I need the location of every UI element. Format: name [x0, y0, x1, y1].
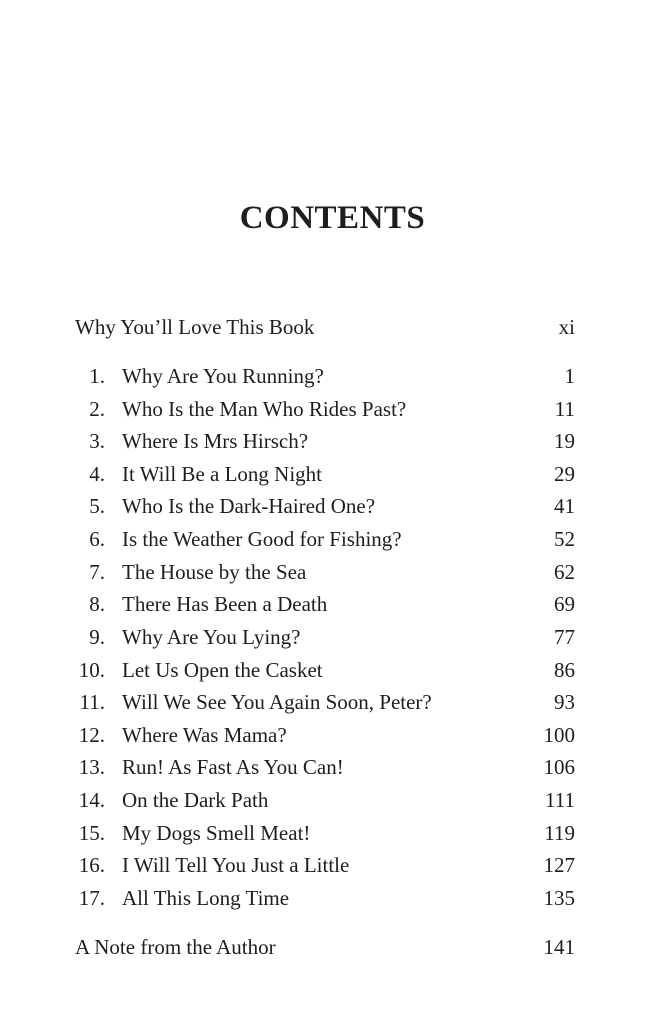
chapter-number: 16.: [78, 853, 105, 877]
toc-chapter[interactable]: [75, 394, 575, 424]
chapter-page: 106: [543, 755, 575, 779]
toc-entry-title: Why You’ll Love This Book: [75, 315, 315, 339]
chapter-page: 29: [554, 462, 575, 486]
chapter-page: 100: [543, 723, 575, 747]
chapter-page: 135: [543, 886, 575, 910]
chapter-number: 7.: [89, 560, 105, 584]
toc-chapter[interactable]: [75, 459, 575, 489]
toc-page-number: 141: [543, 935, 575, 959]
chapter-page: 19: [554, 429, 575, 453]
chapter-number: 14.: [78, 788, 105, 812]
chapter-title: Is the Weather Good for Fishing?: [122, 527, 402, 551]
toc-chapter[interactable]: [75, 785, 575, 815]
toc-chapter[interactable]: [75, 491, 575, 521]
chapter-page: 69: [554, 592, 575, 616]
toc-chapter[interactable]: [75, 687, 575, 717]
toc-entry-title: A Note from the Author: [75, 935, 276, 959]
chapter-page: 86: [554, 658, 575, 682]
chapter-title: It Will Be a Long Night: [122, 462, 322, 486]
chapter-page: 62: [554, 560, 575, 584]
toc-chapter[interactable]: [75, 426, 575, 456]
chapter-number: 17.: [78, 886, 105, 910]
chapter-number: 13.: [78, 755, 105, 779]
chapter-number: 11.: [79, 690, 105, 714]
chapter-page: 77: [554, 625, 575, 649]
chapter-page: 1: [564, 364, 575, 388]
chapter-title: On the Dark Path: [122, 788, 269, 812]
chapter-number: 15.: [78, 821, 105, 845]
chapter-page: 93: [554, 690, 575, 714]
chapter-number: 2.: [89, 397, 105, 421]
chapter-title: Run! As Fast As You Can!: [122, 755, 344, 779]
toc-back-matter[interactable]: [75, 932, 575, 962]
chapter-page: 111: [545, 788, 575, 812]
chapter-page: 52: [554, 527, 575, 551]
chapter-number: 8.: [89, 592, 105, 616]
chapter-title: Will We See You Again Soon, Peter?: [122, 690, 432, 714]
toc-chapter[interactable]: [75, 720, 575, 750]
toc-page-number: xi: [558, 315, 575, 339]
chapter-title: Let Us Open the Casket: [122, 658, 323, 682]
toc-chapter[interactable]: [75, 818, 575, 848]
toc-chapter[interactable]: [75, 622, 575, 652]
chapter-number: 12.: [78, 723, 105, 747]
page-title: CONTENTS: [239, 200, 426, 236]
chapter-title: All This Long Time: [122, 886, 290, 910]
chapter-number: 6.: [89, 527, 105, 551]
chapter-title: Why Are You Lying?: [122, 625, 301, 649]
chapter-title: The House by the Sea: [122, 560, 307, 584]
chapter-title: There Has Been a Death: [122, 592, 328, 616]
chapter-number: 10.: [78, 658, 105, 682]
chapter-page: 41: [554, 494, 575, 518]
toc-chapter[interactable]: [75, 752, 575, 782]
chapter-number: 5.: [89, 494, 105, 518]
chapter-title: Where Was Mama?: [122, 723, 287, 747]
chapter-title: Where Is Mrs Hirsch?: [122, 429, 309, 453]
chapter-number: 4.: [89, 462, 105, 486]
chapter-page: 127: [543, 853, 575, 877]
chapter-number: 3.: [89, 429, 105, 453]
toc-chapter[interactable]: [75, 557, 575, 587]
chapter-title: My Dogs Smell Meat!: [122, 821, 311, 845]
toc-chapter[interactable]: [75, 655, 575, 685]
toc-chapter[interactable]: [75, 883, 575, 913]
chapter-title: Who Is the Dark-Haired One?: [122, 494, 376, 518]
chapter-number: 9.: [89, 625, 105, 649]
chapter-title: Why Are You Running?: [122, 364, 324, 388]
toc-chapter[interactable]: [75, 524, 575, 554]
toc-chapter[interactable]: [75, 850, 575, 880]
toc-chapter[interactable]: [75, 589, 575, 619]
chapter-title: I Will Tell You Just a Little: [122, 853, 350, 877]
chapter-page: 119: [544, 821, 575, 845]
chapter-title: Who Is the Man Who Rides Past?: [122, 397, 407, 421]
chapter-page: 11: [554, 397, 575, 421]
chapter-number: 1.: [89, 364, 105, 388]
toc-chapter[interactable]: [75, 361, 575, 391]
toc-front-matter[interactable]: [75, 312, 575, 342]
